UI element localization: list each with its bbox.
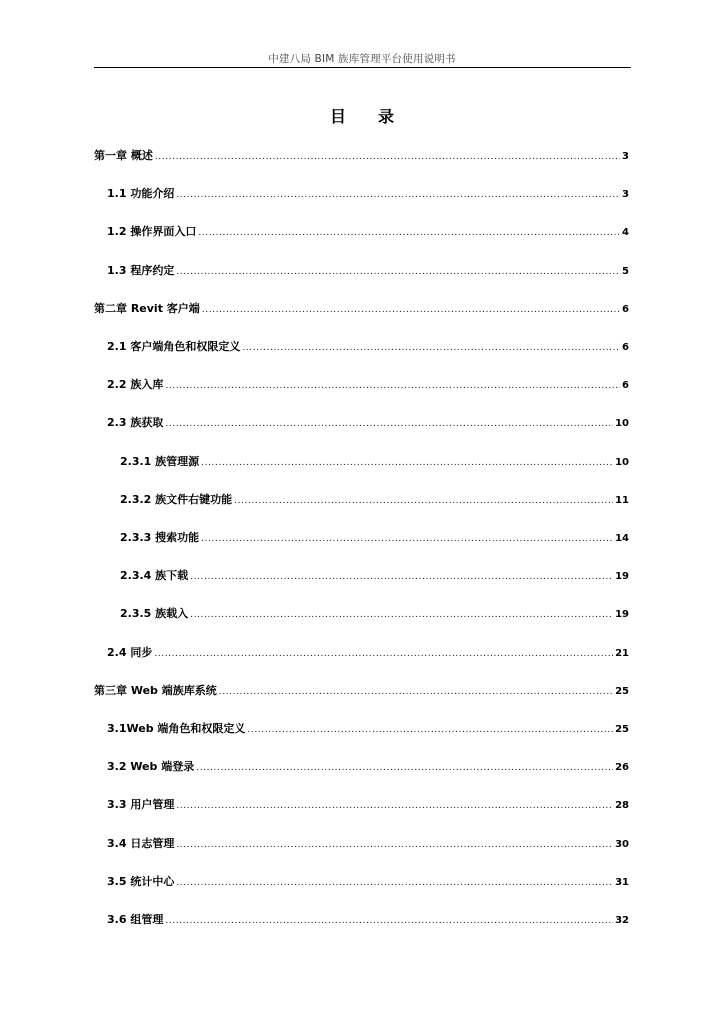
toc-entry[interactable] [94, 683, 629, 699]
toc-entry-page-number: 3 [622, 151, 629, 162]
toc-dot-leader [219, 683, 613, 700]
toc-entry[interactable] [120, 454, 629, 470]
toc-entry-page-number: 30 [615, 839, 629, 850]
toc-title: 目录 [329, 107, 426, 126]
toc-entry[interactable] [107, 263, 629, 279]
toc-entry-page-number: 25 [615, 686, 629, 697]
toc-entry[interactable] [107, 721, 629, 737]
toc-dot-leader [176, 263, 620, 280]
toc-entry-label: 第二章 Revit 客户端 [94, 302, 200, 315]
toc-entry[interactable] [94, 148, 629, 164]
toc-entry-page-number: 19 [615, 609, 629, 620]
toc-entry-label: 2.3.4 族下载 [120, 569, 189, 582]
toc-dot-leader [165, 912, 613, 929]
toc-entry-page-number: 4 [622, 227, 629, 238]
toc-dot-leader [190, 606, 613, 623]
toc-entry[interactable] [107, 874, 629, 890]
toc-entry-page-number: 6 [622, 380, 629, 391]
toc-dot-leader [190, 568, 613, 585]
toc-dot-leader [154, 645, 613, 662]
toc-entry-label: 3.5 统计中心 [107, 875, 175, 888]
toc-entry[interactable] [120, 492, 629, 508]
toc-entry-label: 1.3 程序约定 [107, 264, 175, 277]
toc-entry-page-number: 11 [615, 495, 629, 506]
toc-dot-leader [234, 492, 613, 509]
toc-entry[interactable] [94, 301, 629, 317]
toc-entry-page-number: 25 [615, 724, 629, 735]
toc-dot-leader [201, 454, 613, 471]
toc-entry-label: 2.3.2 族文件右键功能 [120, 493, 233, 506]
toc-entry-page-number: 6 [622, 342, 629, 353]
toc-entry-page-number: 3 [622, 189, 629, 200]
toc-entry-page-number: 10 [615, 457, 629, 468]
toc-dot-leader [155, 148, 620, 165]
toc-dot-leader [247, 721, 613, 738]
toc-entry-page-number: 5 [622, 266, 629, 277]
toc-dot-leader [176, 874, 613, 891]
toc-entry-page-number: 21 [615, 648, 629, 659]
toc-dot-leader [202, 301, 620, 318]
toc-dot-leader [176, 836, 613, 853]
toc-dot-leader [165, 415, 613, 432]
toc-entry-label: 3.1Web 端角色和权限定义 [107, 722, 246, 735]
toc-dot-leader [165, 377, 620, 394]
toc-entry[interactable] [107, 377, 629, 393]
toc-entry-label: 2.3.1 族管理源 [120, 455, 200, 468]
toc-entry-label: 1.2 操作界面入口 [107, 225, 197, 238]
page-header: 中建八局 BIM 族库管理平台使用说明书 [268, 53, 456, 65]
toc-entry[interactable] [107, 186, 629, 202]
toc-entry-label: 2.3.3 搜索功能 [120, 531, 200, 544]
toc-entry-page-number: 10 [615, 418, 629, 429]
toc-entry[interactable] [120, 530, 629, 546]
toc-dot-leader [198, 224, 620, 241]
toc-entry-page-number: 28 [615, 800, 629, 811]
toc-dot-leader [242, 339, 620, 356]
toc-entry[interactable] [107, 797, 629, 813]
toc-entry-page-number: 19 [615, 571, 629, 582]
toc-entry[interactable] [107, 339, 629, 355]
toc-entry-label: 3.3 用户管理 [107, 798, 175, 811]
toc-dot-leader [176, 797, 613, 814]
toc-entry[interactable] [120, 568, 629, 584]
toc-entry-page-number: 31 [615, 877, 629, 888]
toc-entry-label: 2.2 族入库 [107, 378, 164, 391]
toc-entry[interactable] [107, 415, 629, 431]
toc-entry-page-number: 32 [615, 915, 629, 926]
toc-entry[interactable] [107, 645, 629, 661]
toc-entry-page-number: 6 [622, 304, 629, 315]
toc-entry-label: 第三章 Web 端族库系统 [94, 684, 217, 697]
toc-entry[interactable] [107, 836, 629, 852]
toc-entry[interactable] [107, 912, 629, 928]
toc-dot-leader [196, 759, 613, 776]
toc-entry-label: 3.6 组管理 [107, 913, 164, 926]
toc-entry-label: 3.4 日志管理 [107, 837, 175, 850]
toc-entry[interactable] [120, 606, 629, 622]
toc-entry-label: 第一章 概述 [94, 149, 153, 162]
toc-entry-page-number: 26 [615, 762, 629, 773]
header-rule [94, 67, 631, 68]
toc-entry-label: 1.1 功能介绍 [107, 187, 175, 200]
toc-entry-label: 2.3 族获取 [107, 416, 164, 429]
toc-entry-label: 3.2 Web 端登录 [107, 760, 195, 773]
toc-dot-leader [201, 530, 613, 547]
toc-entry-label: 2.1 客户端角色和权限定义 [107, 340, 241, 353]
toc-entry-page-number: 14 [615, 533, 629, 544]
toc-entry[interactable] [107, 759, 629, 775]
toc-entry[interactable] [107, 224, 629, 240]
toc-entry-label: 2.3.5 族载入 [120, 607, 189, 620]
toc-dot-leader [176, 186, 620, 203]
toc-entry-label: 2.4 同步 [107, 646, 153, 659]
